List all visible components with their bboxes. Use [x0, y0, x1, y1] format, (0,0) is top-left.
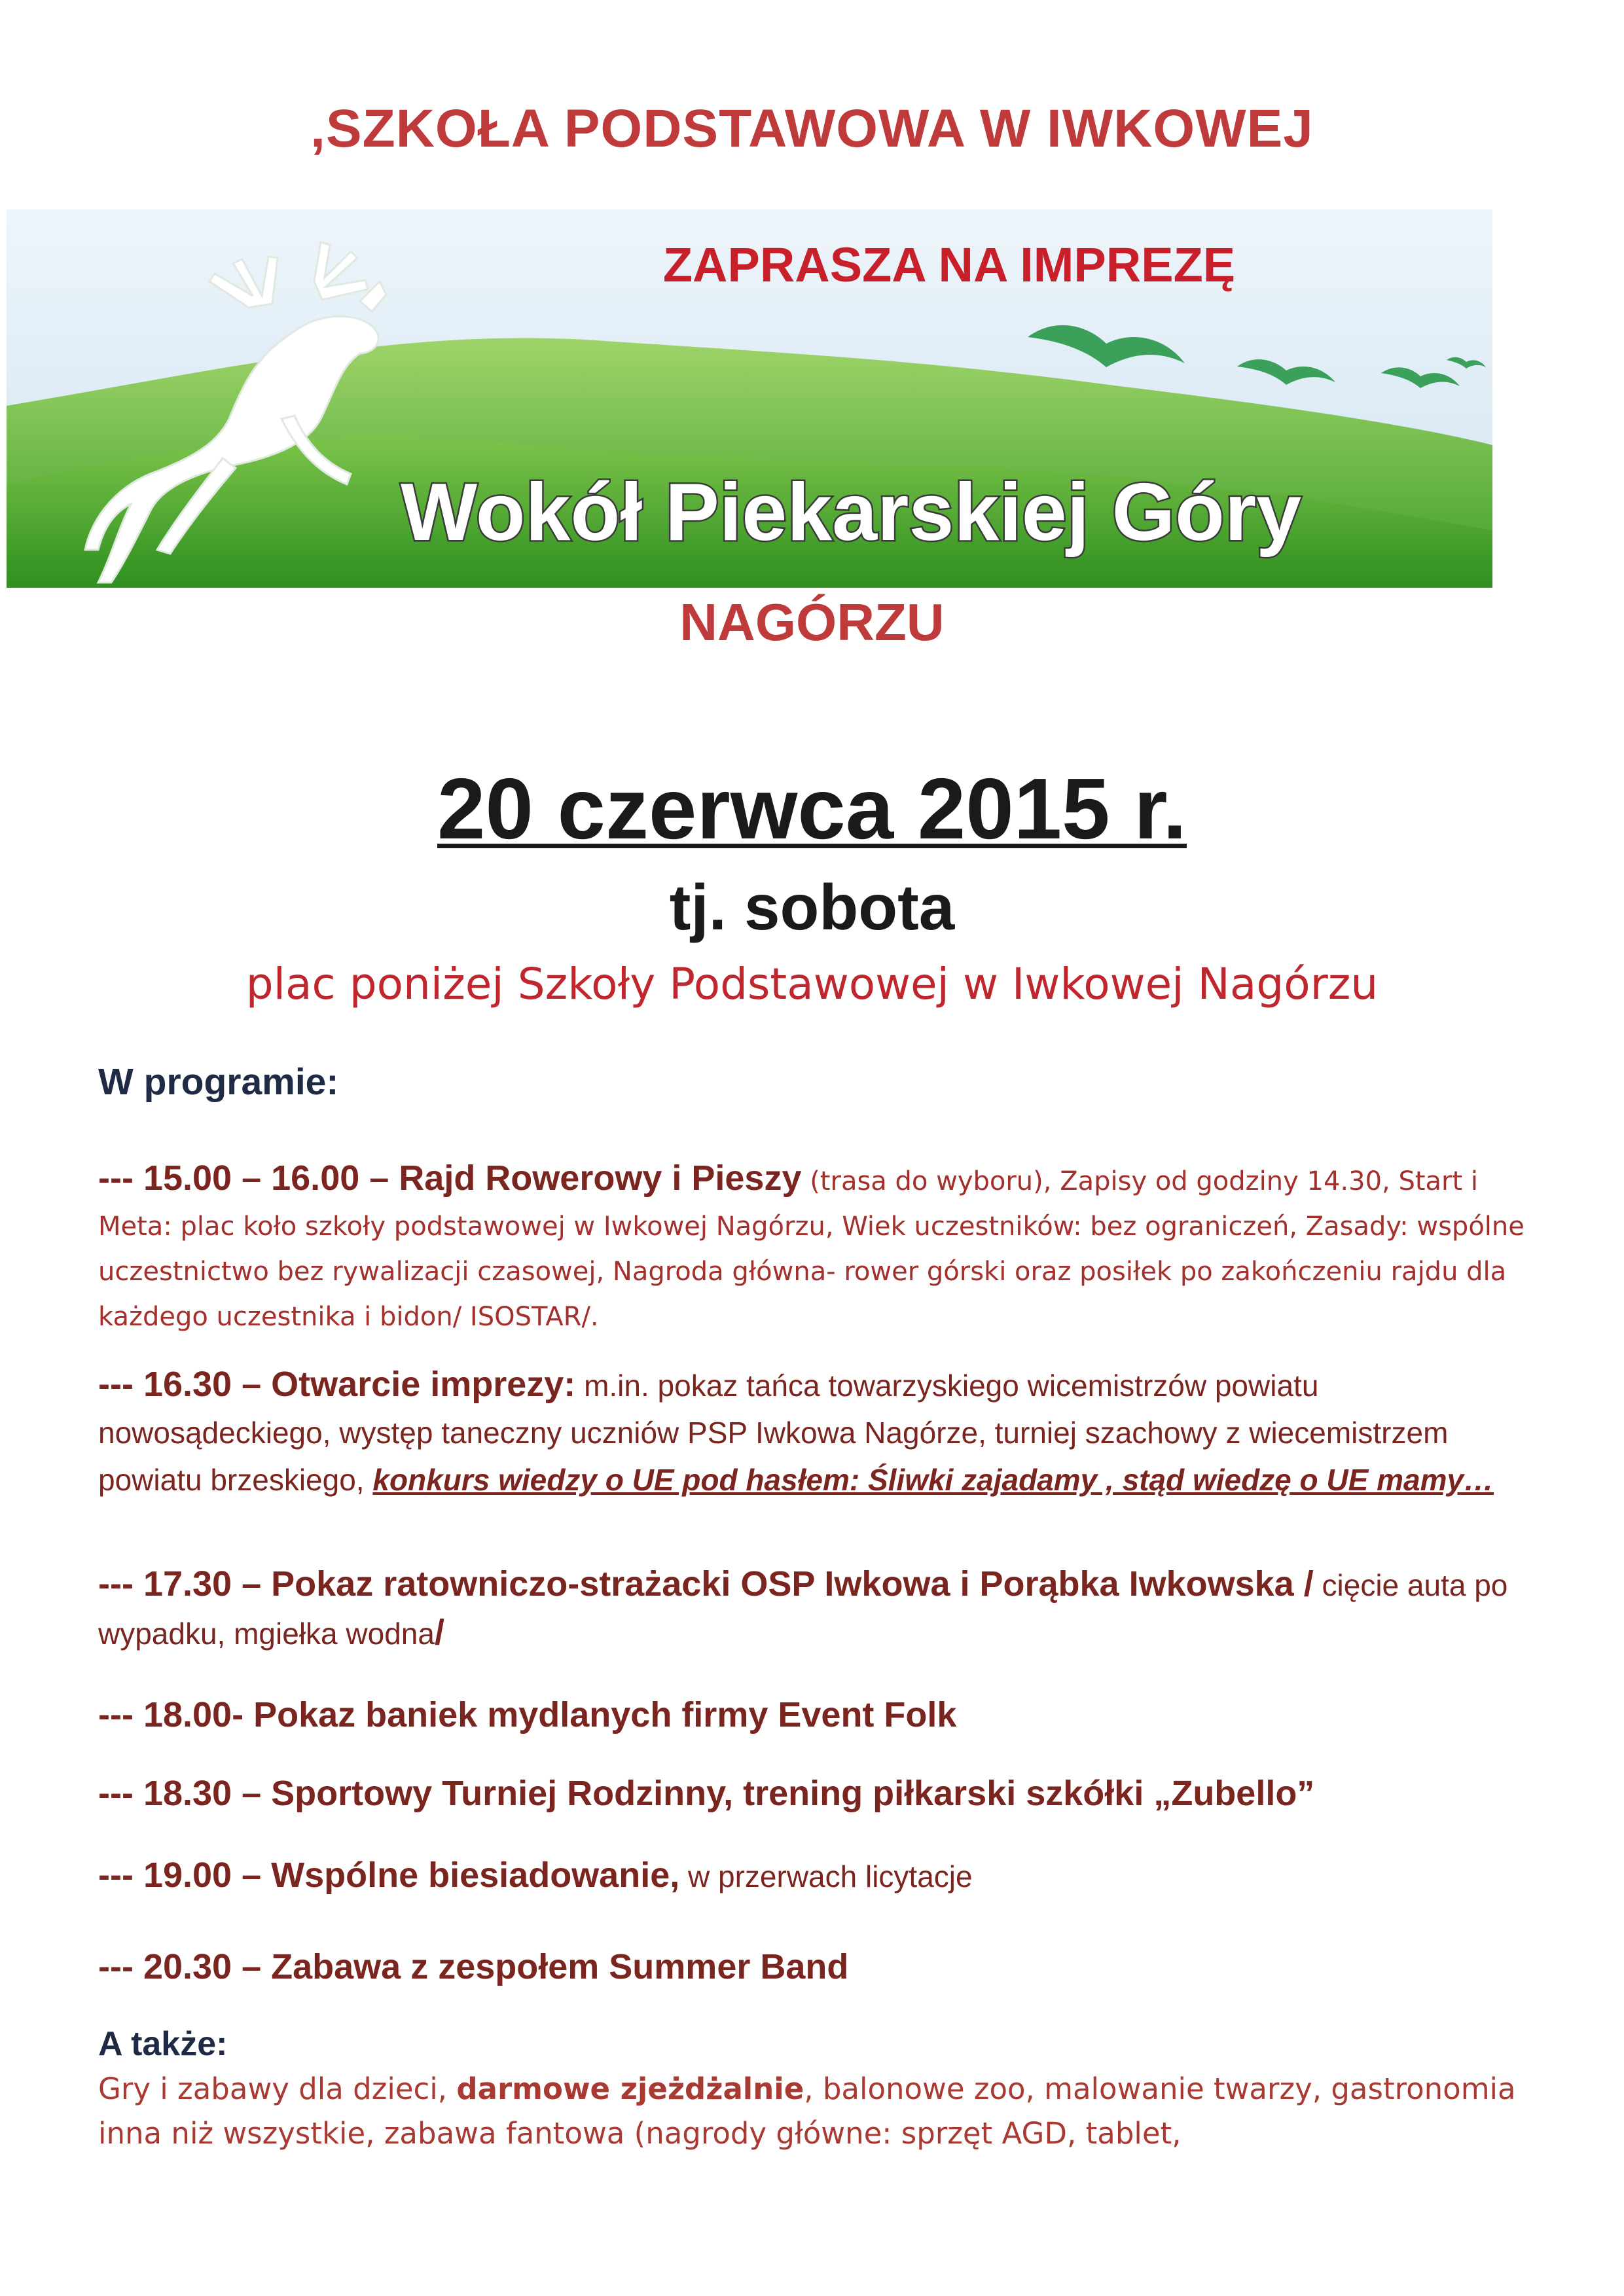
event-venue: plac poniżej Szkoły Podstawowej w Iwkowej Nagórzu — [245, 959, 1379, 1009]
program-item-time-title: --- 19.00 – Wspólne biesiadowanie, — [98, 1856, 680, 1895]
program-heading: W programie: — [98, 1061, 339, 1103]
program-item — [98, 1365, 1525, 1507]
program-item-highlight: konkurs wiedzy o UE pod hasłem: Śliwki zajadamy , stąd wiedzę o UE mamy… — [372, 1463, 1494, 1497]
program-item-time-title: --- 18.00- Pokaz baniek mydlanych firmy Event Folk — [98, 1695, 957, 1734]
also-text-bold: darmowe zjeżdżalnie — [456, 2072, 804, 2106]
banner-event-name: Wokół Piekarskiej Góry — [400, 467, 1302, 558]
school-title: ,SZKOŁA PODSTAWOWA W IWKOWEJ — [310, 99, 1314, 158]
program-item-description: m.in. pokaz tańca towarzyskiego wicemistrzów powiatu nowosądeckiego, występ taneczny uczniów PSP Iwkowa Nagórze, turniej szachowy z wiecemistrzem powiatu brzeskiego, — [98, 1369, 1449, 1497]
program-item — [98, 1856, 1525, 1904]
program-item-time-title: --- 20.30 – Zabawa z zespołem Summer Band — [98, 1947, 849, 1986]
program-item — [98, 1564, 1525, 1661]
program-item — [98, 1947, 1525, 1996]
program-item — [98, 1695, 1525, 1744]
program-item-description: cięcie auta po wypadku, mgiełka wodna — [98, 1568, 1508, 1651]
program-item-description: w przerwach licytacje — [679, 1859, 973, 1893]
event-banner — [7, 209, 1492, 588]
also-heading: A także: — [98, 2025, 228, 2063]
program-item-time-title: --- 18.30 – Sportowy Turniej Rodzinny, trening piłkarski szkółki „Zubello” — [98, 1774, 1315, 1813]
program-item — [98, 1774, 1525, 1822]
program-item — [98, 1158, 1525, 1342]
also-text-start: Gry i zabawy dla dzieci, — [98, 2072, 457, 2106]
event-weekday: tj. sobota — [669, 871, 955, 943]
program-item-time-title: --- 15.00 – 16.00 – Rajd Rowerowy i Pieszy — [98, 1158, 802, 1198]
banner-invite-text: ZAPRASZA NA IMPREZĘ — [662, 238, 1236, 292]
also-text-end: , balonowe zoo, malowanie twarzy, gastronomia inna niż wszystkie, zabawa fantowa (nagrody główne: sprzęt AGD, tablet, — [98, 2072, 1516, 2151]
program-item-time-title: --- 17.30 – Pokaz ratowniczo-strażacki OSP Iwkowa i Porąbka Iwkowska / — [98, 1564, 1314, 1604]
program-item-time-title: --- 16.30 – Otwarcie imprezy: — [98, 1365, 576, 1404]
location-title: NAGÓRZU — [679, 593, 945, 651]
event-date: 20 czerwca 2015 r. — [437, 761, 1187, 857]
program-item-tail: / — [434, 1613, 444, 1652]
program-item-description: (trasa do wyboru), Zapisy od godziny 14.30, Start i Meta: plac koło szkoły podstawowej w Iwkowej Nagórzu, Wiek uczestników: bez ograniczeń, Zasady: wspólne uczestnictwo bez rywalizacji czasowej, Nagroda główna- rower górski oraz posiłek po zakończeniu rajdu dla każdego uczestnika i bidon/ ISOSTAR/. — [98, 1166, 1525, 1332]
also-text — [98, 2067, 1525, 2156]
